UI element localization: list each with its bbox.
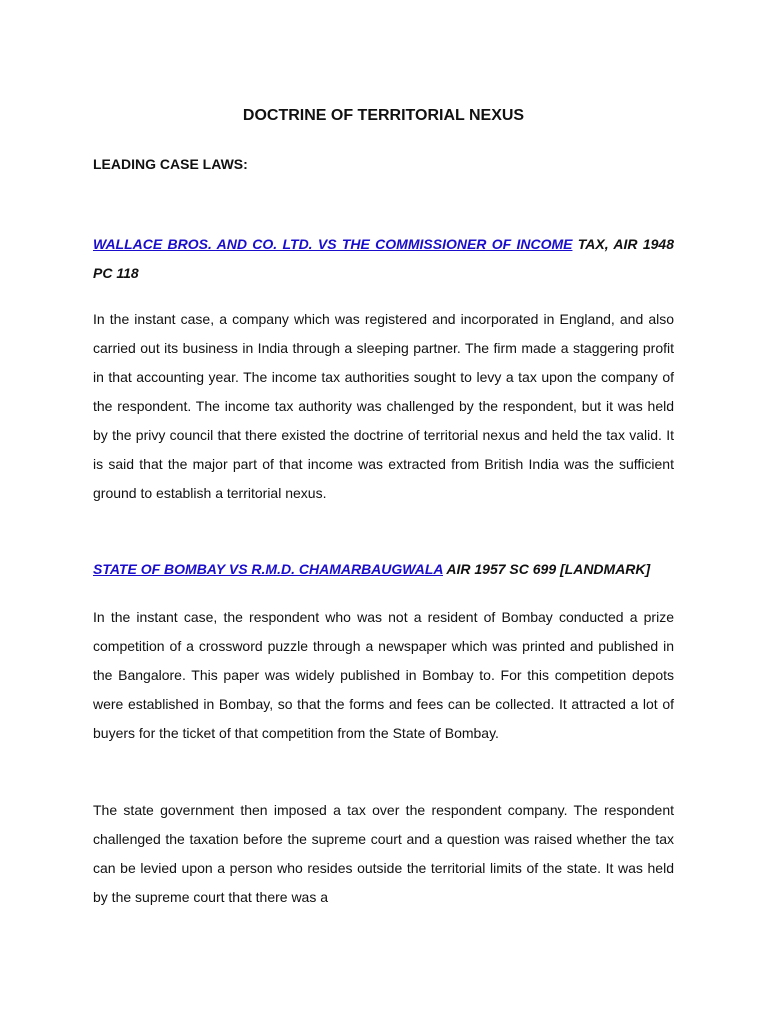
paragraph-chamarbaugwala-holding: The state government then imposed a tax over the respondent company. The respondent challenged the taxation before the supreme court and a question was raised whether the tax can be levied upon a person who resides outside the territorial limits of the state. It was held by the supreme court that there was a [93,802,674,905]
leading-case-laws-heading: LEADING CASE LAWS: [93,156,248,172]
case-citation-wallace: TAX, AIR 1948 PC 118 [93,236,674,281]
case-heading-wallace [93,230,674,288]
case-link-wallace[interactable]: WALLACE BROS. AND CO. LTD. VS THE COMMISSIONER OF INCOME [93,236,573,252]
paragraph-chamarbaugwala-facts: In the instant case, the respondent who was not a resident of Bombay conducted a prize competition of a crossword puzzle through a newspaper which was printed and published in the Bangalore. This paper was widely published in Bombay to. For this competition depots were established in Bombay, so that the forms and fees can be collected. It attracted a lot of buyers for the ticket of that competition from the State of Bombay. [93,609,674,741]
case-heading-chamarbaugwala [93,555,674,584]
case-link-chamarbaugwala[interactable]: STATE OF BOMBAY VS R.M.D. CHAMARBAUGWALA [93,561,443,577]
case-citation-chamarbaugwala: AIR 1957 SC 699 [LANDMARK] [443,561,651,577]
paragraph-wallace: In the instant case, a company which was registered and incorporated in England, and also carried out its business in India through a sleeping partner. The firm made a staggering profit in that accounting year. The income tax authorities sought to levy a tax upon the company of the respondent. The income tax authority was challenged by the respondent, but it was held by the privy council that there existed the doctrine of territorial nexus and held the tax valid. It is said that the major part of that income was extracted from British India was the sufficient ground to establish a territorial nexus. [93,311,674,501]
document-title: DOCTRINE OF TERRITORIAL NEXUS [242,107,525,124]
